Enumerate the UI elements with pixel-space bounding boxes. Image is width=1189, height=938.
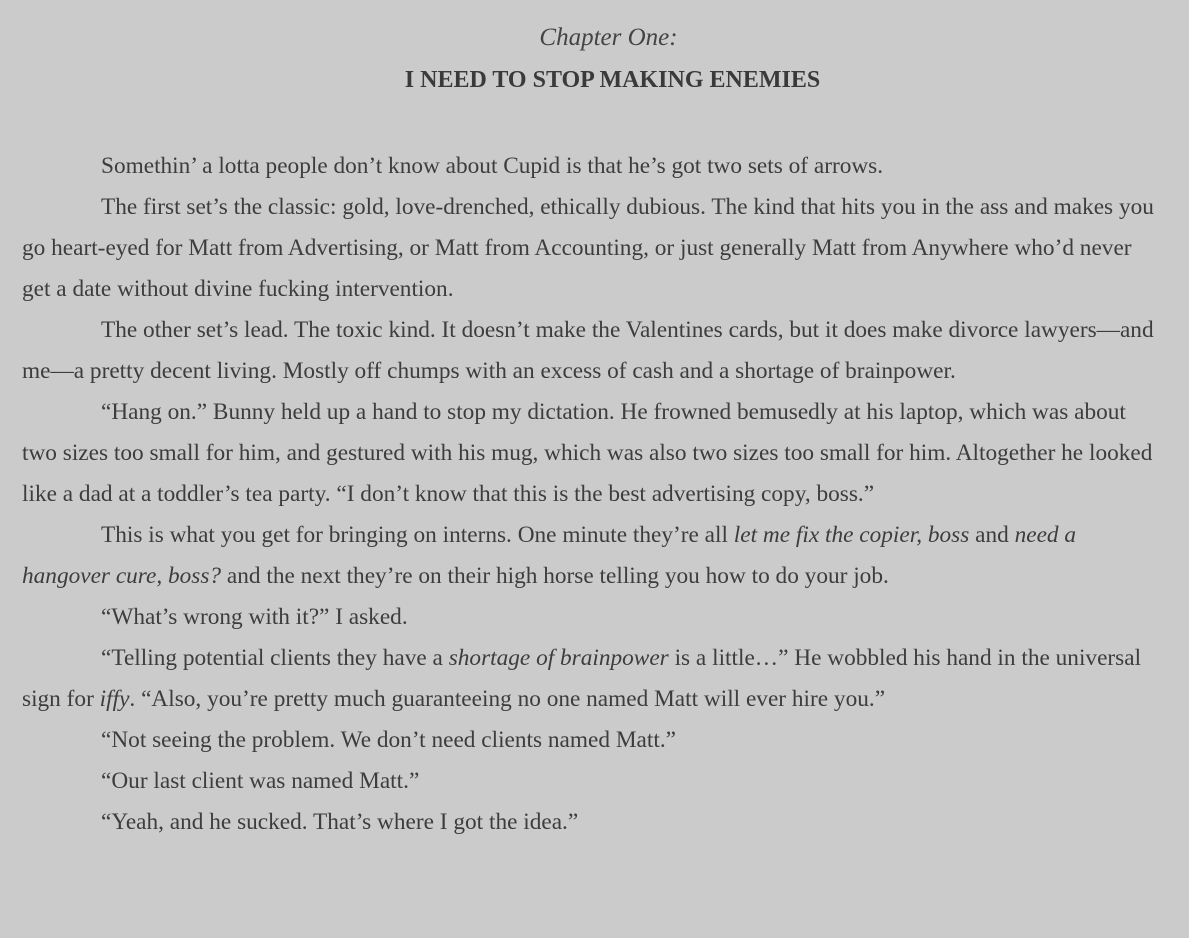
paragraph bbox=[22, 597, 1155, 638]
text-run: . “Also, you’re pretty much guaranteeing no one named Matt will ever hire you.” bbox=[129, 686, 886, 712]
italic-text: shortage of brainpower bbox=[448, 645, 669, 671]
chapter-title: I NEED TO STOP MAKING ENEMIES bbox=[404, 67, 821, 93]
italic-text: iffy bbox=[99, 686, 130, 712]
text-run: “Not seeing the problem. We don’t need clients named Matt.” bbox=[101, 727, 676, 753]
paragraph bbox=[22, 802, 1155, 843]
paragraph bbox=[22, 392, 1155, 515]
chapter-label: Chapter One: bbox=[539, 24, 678, 51]
paragraph bbox=[22, 515, 1155, 597]
text-run: “What’s wrong with it?” I asked. bbox=[101, 604, 408, 630]
italic-text: need a hangover cure, boss? bbox=[22, 522, 1077, 589]
paragraph bbox=[22, 761, 1155, 802]
text-run: Somethin’ a lotta people don’t know about Cupid is that he’s got two sets of arrows. bbox=[101, 153, 884, 179]
text-run: The other set’s lead. The toxic kind. It doesn’t make the Valentines cards, but it does make divorce lawyers—and me—a pretty decent living. Mostly off chumps with an excess of cash and a shortage of brainpower. bbox=[22, 317, 1154, 384]
text-run: “Yeah, and he sucked. That’s where I got the idea.” bbox=[101, 809, 579, 835]
italic-text: let me fix the copier, boss bbox=[733, 522, 970, 548]
text-run: “Hang on.” Bunny held up a hand to stop my dictation. He frowned bemusedly at his laptop, which was about two sizes too small for him, and gestured with his mug, which was also two sizes too small for him. Altogether he looked like a dad at a toddler’s tea party. “I don’t know that this is the best advertising copy, boss.” bbox=[22, 399, 1153, 507]
chapter-body bbox=[22, 146, 1155, 843]
paragraph bbox=[22, 638, 1155, 720]
text-run: and bbox=[969, 522, 1015, 548]
paragraph bbox=[22, 310, 1155, 392]
text-run: “Telling potential clients they have a bbox=[101, 645, 449, 671]
paragraph bbox=[22, 720, 1155, 761]
text-run: is a little…” He wobbled his hand in the universal sign for bbox=[22, 645, 1142, 712]
text-run: The first set’s the classic: gold, love-drenched, ethically dubious. The kind that hits you in the ass and makes you go heart-eyed for Matt from Advertising, or Matt from Accounting, or just generally Matt from Anywhere who’d never get a date without divine fucking intervention. bbox=[22, 194, 1154, 302]
text-run: “Our last client was named Matt.” bbox=[101, 768, 420, 794]
paragraph bbox=[22, 146, 1155, 187]
text-run: and the next they’re on their high horse telling you how to do your job. bbox=[221, 563, 889, 589]
paragraph bbox=[22, 187, 1155, 310]
text-run: This is what you get for bringing on interns. One minute they’re all bbox=[101, 522, 734, 548]
